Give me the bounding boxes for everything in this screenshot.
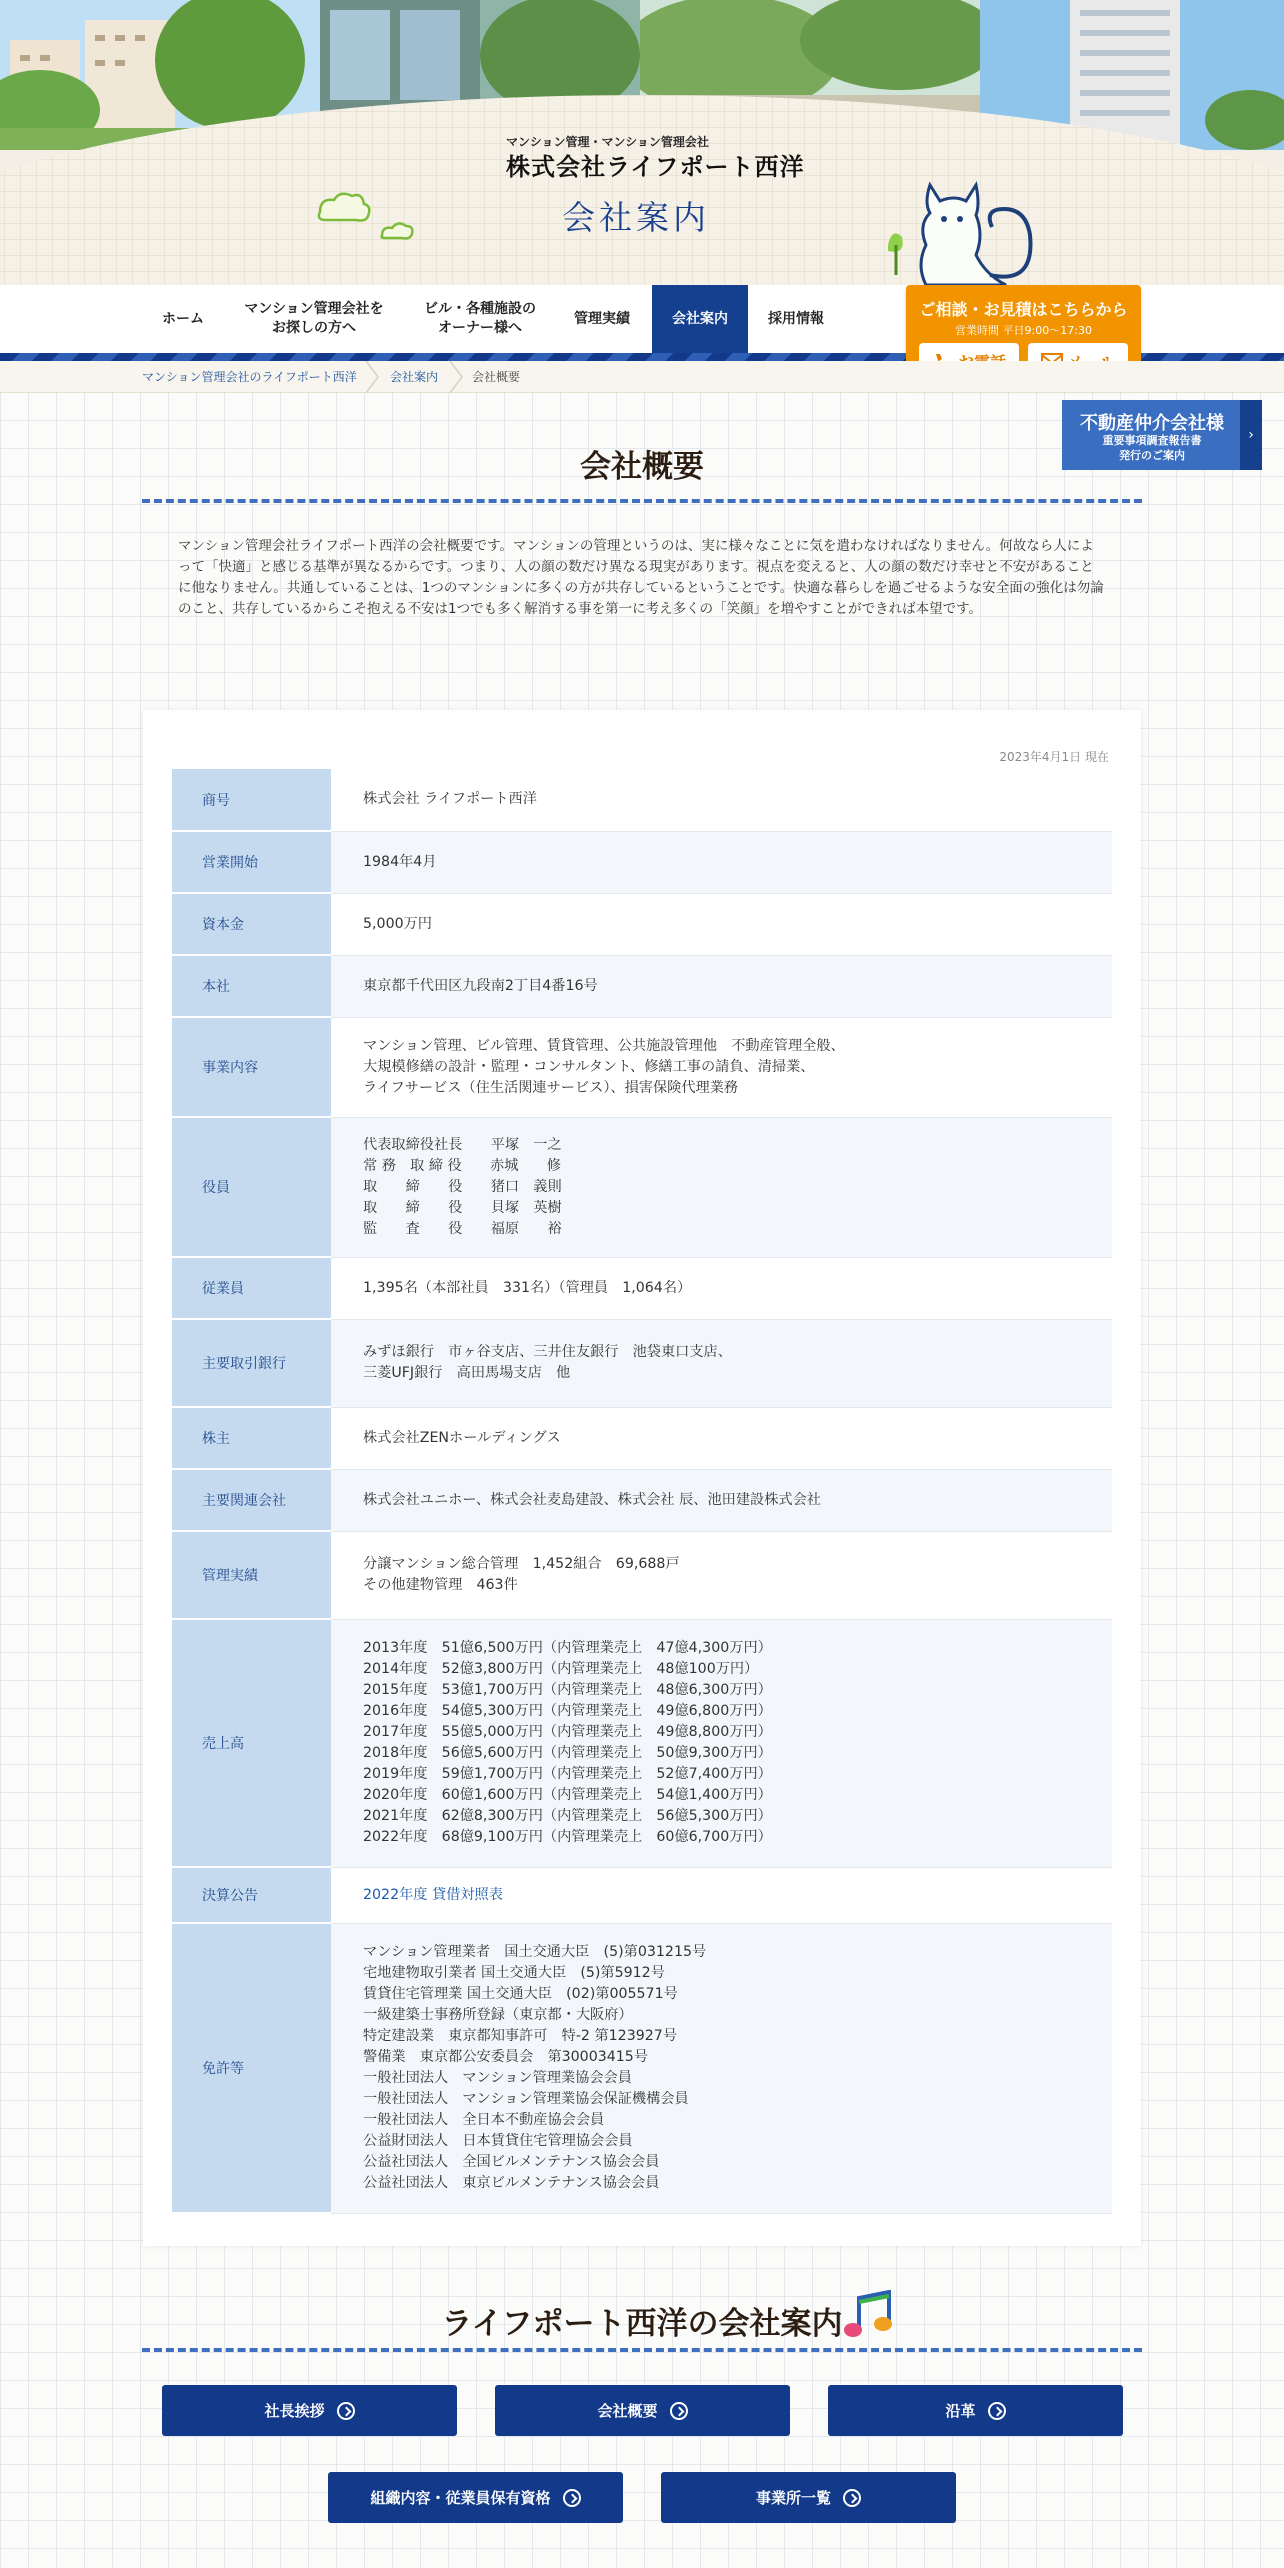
profile-row <box>172 1257 1112 1319</box>
profile-value: 1984年4月 <box>331 831 1112 893</box>
breadcrumb-company[interactable]: 会社案内 <box>390 370 439 384</box>
cloud-illustration <box>312 190 424 250</box>
link-label: 沿革 <box>945 2402 976 2420</box>
profile-label: 主要取引銀行 <box>172 1319 331 1407</box>
profile-row <box>172 1867 1112 1923</box>
consult-hours: 営業時間 平日9:00〜17:30 <box>955 324 1092 337</box>
profile-row <box>172 769 1112 831</box>
hero-header <box>0 0 1284 285</box>
intro-text: マンション管理会社ライフポート西洋の会社概要です。マンションの管理というのは、実に様々なことに気を遣わなければなりません。何故なら人によって「快適」と感じる基準が異なるからです。つまり、人の顔の数だけ異なる現実があります。視点を変えると、人の顔の数だけ幸せと不安があることに他なりません。共通していることは、1つのマンションに多くの方が共存しているということです。快適な暮らしを過ごせるような安全面の強化は勿論のこと、共存しているからこそ抱える不安は1つでも多く解消する事を第一に考え多くの「笑顔」を増やすことができれば本望です。 <box>178 538 1104 617</box>
profile-label: 株主 <box>172 1407 331 1469</box>
history-link-button[interactable] <box>828 2385 1123 2436</box>
as-of-date: 2023年4月1日 現在 <box>999 750 1109 764</box>
profile-value: 2013年度 51億6,500万円（内管理業売上 47億4,300万円） 2014年度 52億3,800万円（内管理業売上 48億100万円） 2015年度 53億1,700万円（内管理業売上 48億6,300万円） 2016年度 54億5,300万円（内管理業売上 49億6,800万円） 2017年度 55億5,000万円（内管理業売上 49億8,800万円） 2018年度 56億5,600万円（内管理業売上 50億9,300万円） 2019年度 59億1,700万円（内管理業売上 52億7,400万円） 2020年度 60億1,600万円（内管理業売上 54億1,400万円） 2021年度 62億8,300万円（内管理業売上 56億5,300万円） 2022年度 68億9,100万円（内管理業売上 60億6,700万円） <box>331 1619 1112 1867</box>
breadcrumb-home[interactable]: マンション管理会社のライフポート西洋 <box>142 370 357 384</box>
link-label: 組織内容・従業員保有資格 <box>370 2489 551 2507</box>
profile-label: 本社 <box>172 955 331 1017</box>
profile-row <box>172 893 1112 955</box>
profile-label: 営業開始 <box>172 831 331 893</box>
profile-value: 1,395名（本部社員 331名）（管理員 1,064名） <box>331 1257 1112 1319</box>
link-label: 会社概要 <box>597 2402 658 2420</box>
nav-item-company[interactable]: 会社案内 <box>652 285 748 353</box>
nav-item-home[interactable]: ホーム <box>162 310 204 327</box>
heading-divider <box>142 499 1142 503</box>
company-guide-heading: ライフポート西洋の会社案内 <box>441 2306 843 2342</box>
profile-row <box>172 1319 1112 1407</box>
profile-label: 管理実績 <box>172 1531 331 1619</box>
arrow-circle-icon <box>670 2402 688 2420</box>
consult-title: ご相談・お見積はこちらから <box>919 300 1128 319</box>
profile-value: 代表取締役社長 平塚 一之 常 務 取 締 役 赤城 修 取 締 役 猪口 義則 取 締 役 貝塚 英樹 監 査 役 福原 裕 <box>331 1117 1112 1257</box>
profile-value: マンション管理、ビル管理、賃貸管理、公共施設管理他 不動産管理全般、 大規模修繕の設計・監理・コンサルタント、修繕工事の請負、清掃業、 ライフサービス（住生活関連サービス）、損害保険代理業務 <box>331 1017 1112 1117</box>
realestate-sub: 重要事項調査報告書 発行のご案内 <box>1102 434 1202 462</box>
link-label: 事業所一覧 <box>755 2489 831 2507</box>
greeting-link-button[interactable] <box>162 2385 457 2436</box>
page-title: 会社案内 <box>562 198 710 237</box>
profile-value: 分譲マンション総合管理 1,452組合 69,688戸 その他建物管理 463件 <box>331 1531 1112 1619</box>
profile-label: 役員 <box>172 1117 331 1257</box>
profile-value <box>331 1867 1112 1923</box>
profile-label: 商号 <box>172 769 331 831</box>
profile-value: 株式会社 ライフポート西洋 <box>331 769 1112 831</box>
profile-value: 株式会社ZENホールディングス <box>331 1407 1112 1469</box>
guide-divider <box>142 2348 1142 2352</box>
profile-card <box>143 710 1141 2246</box>
profile-label: 従業員 <box>172 1257 331 1319</box>
overview-link-button[interactable] <box>495 2385 790 2436</box>
arrow-circle-icon <box>988 2402 1006 2420</box>
header-subtitle: マンション管理・マンション管理会社 <box>506 135 709 149</box>
profile-label: 主要関連会社 <box>172 1469 331 1531</box>
profile-row <box>172 955 1112 1017</box>
breadcrumb <box>0 361 1284 393</box>
realestate-title: 不動産仲介会社様 <box>1080 413 1224 434</box>
nav-item-recruit[interactable]: 採用情報 <box>768 310 824 327</box>
arrow-circle-icon <box>337 2402 355 2420</box>
profile-value: 株式会社ユニホー、株式会社麦島建設、株式会社 辰、池田建設株式会社 <box>331 1469 1112 1531</box>
profile-value: マンション管理業者 国土交通大臣 (5)第031215号 宅地建物取引業者 国土交通大臣 (5)第5912号 賃貸住宅管理業 国土交通大臣 (02)第005571号 一級建築士事務所登録（東京都・大阪府） 特定建設業 東京都知事許可 特-2 第123927号 警備業 東京都公安委員会 第30003415号 一般社団法人 マンション管理業協会会員 一般社団法人 マンション管理業協会保証機構会員 一般社団法人 全日本不動産協会会員 公益財団法人 日本賃貸住宅管理協会会員 公益社団法人 全国ビルメンテナンス協会会員 公益社団法人 東京ビルメンテナンス協会会員 <box>331 1923 1112 2213</box>
arrow-right-icon: › <box>1240 400 1262 470</box>
nav-item-seekers[interactable]: マンション管理会社を お探しの方へ <box>244 301 384 336</box>
profile-row <box>172 1407 1112 1469</box>
profile-label: 決算公告 <box>172 1867 331 1923</box>
profile-value: 5,000万円 <box>331 893 1112 955</box>
nav-item-results[interactable]: 管理実績 <box>574 310 630 327</box>
profile-label: 売上高 <box>172 1619 331 1867</box>
section-heading: 会社概要 <box>580 449 704 485</box>
profile-value: みずほ銀行 市ヶ谷支店、三井住友銀行 池袋東口支店、 三菱UFJ銀行 高田馬場支店 他 <box>331 1319 1112 1407</box>
profile-row <box>172 1619 1112 1867</box>
profile-row <box>172 831 1112 893</box>
profile-value: 東京都千代田区九段南2丁目4番16号 <box>331 955 1112 1017</box>
arrow-circle-icon <box>843 2489 861 2507</box>
profile-row <box>172 1923 1112 2213</box>
company-profile-table <box>172 769 1112 2214</box>
profile-label: 事業内容 <box>172 1017 331 1117</box>
offices-link-button[interactable] <box>661 2472 956 2523</box>
profile-row <box>172 1017 1112 1117</box>
chevron-right-icon <box>448 361 464 393</box>
profile-label: 免許等 <box>172 1923 331 2213</box>
company-logo-text[interactable]: 株式会社ライフポート西洋 <box>506 153 805 181</box>
cat-illustration <box>880 165 1040 285</box>
music-note-icon <box>841 2290 901 2340</box>
profile-row <box>172 1469 1112 1531</box>
chevron-right-icon <box>364 361 380 393</box>
profile-row <box>172 1531 1112 1619</box>
breadcrumb-current: 会社概要 <box>472 370 521 384</box>
nav-item-owners[interactable]: ビル・各種施設の オーナー様へ <box>424 301 536 336</box>
link-label: 社長挨拶 <box>264 2402 325 2420</box>
arrow-circle-icon <box>563 2489 581 2507</box>
profile-row <box>172 1117 1112 1257</box>
organization-link-button[interactable] <box>328 2472 623 2523</box>
profile-label: 資本金 <box>172 893 331 955</box>
balance-sheet-link[interactable]: 2022年度 貸借対照表 <box>363 1886 503 1903</box>
